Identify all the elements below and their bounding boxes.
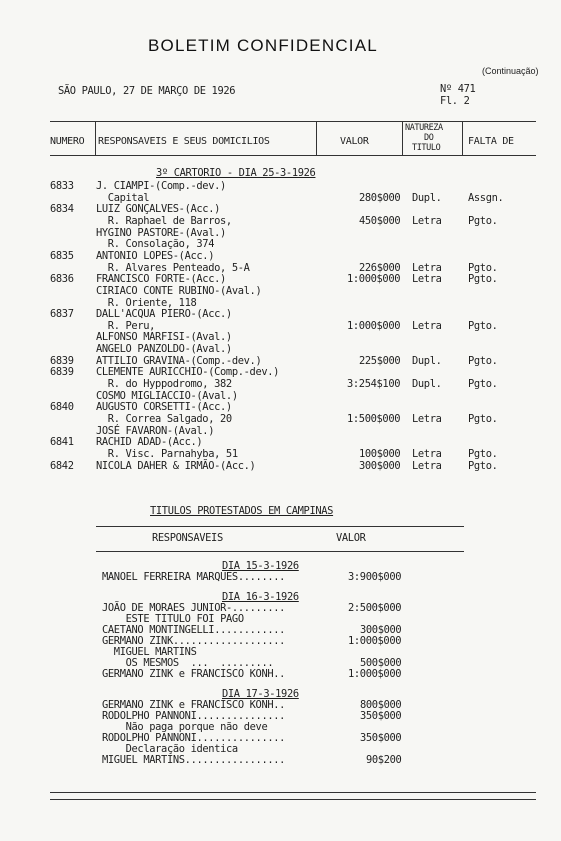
header-natureza-titulo: TITULO xyxy=(412,143,441,153)
entry-value: 1:500$000 xyxy=(347,413,401,425)
header-natureza: NATUREZA xyxy=(405,123,443,133)
entry-responsible: ALFONSO MARFISI-(Aval.) xyxy=(96,331,232,343)
entry-title-type: Dupl. xyxy=(412,192,442,204)
header-bottom-rule xyxy=(50,155,536,156)
entry-responsible: R. Peru, xyxy=(96,320,156,332)
entry-responsible: ANTONIO LOPES-(Acc.) xyxy=(96,250,215,262)
entry-value: 100$000 xyxy=(359,448,401,460)
entry-number: 6836 xyxy=(50,273,74,285)
campinas-col-responsaveis: RESPONSAVEIS xyxy=(152,532,223,544)
entry-value: 225$000 xyxy=(359,355,401,367)
campinas-entry: RODOLPHO PANNONI............... xyxy=(102,710,286,722)
campinas-date-heading: DIA 15-3-1926 xyxy=(222,560,299,572)
page-bottom-rule-2 xyxy=(50,799,536,800)
header-numero: NUMERO xyxy=(50,136,85,147)
entry-responsible: FRANCISCO FORTE-(Acc.) xyxy=(96,273,226,285)
entry-responsible: J. CIAMPI-(Comp.-dev.) xyxy=(96,180,226,192)
entry-number: 6839 xyxy=(50,355,74,367)
entry-responsible: AUGUSTO CORSETTI-(Acc.) xyxy=(96,401,232,413)
page-bottom-rule xyxy=(50,792,536,793)
entry-responsible: LUIZ GONÇALVES-(Acc.) xyxy=(96,203,221,215)
entry-reason: Pgto. xyxy=(468,355,498,367)
campinas-entry-value: 3:900$000 xyxy=(348,571,402,583)
entry-number: 6840 xyxy=(50,401,74,413)
campinas-entry: ESTE TITULO FOI PAGO xyxy=(102,613,244,625)
entry-title-type: Letra xyxy=(412,215,442,227)
entry-number: 6837 xyxy=(50,308,74,320)
entry-title-type: Letra xyxy=(412,262,442,274)
entry-reason: Pgto. xyxy=(468,413,498,425)
entry-responsible: RACHID ADAD-(Acc.) xyxy=(96,436,203,448)
entry-responsible: COSMO MIGLIACCIO-(Aval.) xyxy=(96,390,238,402)
section-title: 3º CARTORIO - DIA 25-3-1926 xyxy=(156,167,316,179)
campinas-entry-value: 2:500$000 xyxy=(348,602,402,614)
continuation-label: (Continuação) xyxy=(482,66,539,76)
entry-value: 300$000 xyxy=(359,460,401,472)
entry-number: 6833 xyxy=(50,180,74,192)
header-natureza-do: DO xyxy=(424,133,434,143)
campinas-entry: GERMANO ZINK e FRANCISCO KONH.. xyxy=(102,668,286,680)
entry-number: 6842 xyxy=(50,460,74,472)
campinas-title: TITULOS PROTESTADOS EM CAMPINAS xyxy=(150,505,334,517)
entry-title-type: Letra xyxy=(412,273,442,285)
entry-number: 6839 xyxy=(50,366,74,378)
entry-responsible: CLEMENTE AURICCHIO-(Comp.-dev.) xyxy=(96,366,280,378)
document-title: BOLETIM CONFIDENCIAL xyxy=(148,36,378,55)
campinas-entry: JOÃO DE MORAES JUNIOR-......... xyxy=(102,602,286,614)
entry-responsible: CIRIACO CONTE RUBINO-(Aval.) xyxy=(96,285,262,297)
entry-value: 3:254$100 xyxy=(347,378,401,390)
campinas-entry: Não paga porque não deve xyxy=(102,721,268,733)
campinas-entry-value: 800$000 xyxy=(360,699,402,711)
campinas-entry: GERMANO ZINK e FRANCISCO KONH.. xyxy=(102,699,286,711)
header-responsaveis: RESPONSAVEIS E SEUS DOMICILIOS xyxy=(98,136,270,147)
campinas-entry: MIGUEL MARTINS xyxy=(102,646,197,658)
entry-reason: Assgn. xyxy=(468,192,504,204)
campinas-entry: GERMANO ZINK................... xyxy=(102,635,286,647)
entry-value: 450$000 xyxy=(359,215,401,227)
place-date: SÃO PAULO, 27 DE MARÇO DE 1926 xyxy=(58,85,236,97)
campinas-entry: Declaração identica xyxy=(102,743,238,755)
header-top-rule xyxy=(50,121,536,122)
campinas-entry-value: 1:000$000 xyxy=(348,635,402,647)
campinas-entry-value: 350$000 xyxy=(360,710,402,722)
header-valor: VALOR xyxy=(340,136,369,147)
campinas-top-rule xyxy=(96,526,464,527)
entry-reason: Pgto. xyxy=(468,448,498,460)
campinas-date-heading: DIA 17-3-1926 xyxy=(222,688,299,700)
entry-responsible: DALL'ACQUA PIERO-(Acc.) xyxy=(96,308,232,320)
campinas-entry: OS MESMOS ... ......... xyxy=(102,657,274,669)
entry-value: 1:000$000 xyxy=(347,273,401,285)
column-divider xyxy=(402,122,403,155)
entry-responsible: ATTILIO GRAVINA-(Comp.-dev.) xyxy=(96,355,262,367)
bulletin-number: Nº 471 xyxy=(440,83,476,95)
campinas-entry-value: 300$000 xyxy=(360,624,402,636)
entry-reason: Pgto. xyxy=(468,378,498,390)
campinas-entry-value: 500$000 xyxy=(360,657,402,669)
entry-responsible: R. Oriente, 118 xyxy=(96,297,197,309)
entry-title-type: Letra xyxy=(412,320,442,332)
campinas-entry: CAETANO MONTINGELLI............ xyxy=(102,624,286,636)
campinas-date-heading: DIA 16-3-1926 xyxy=(222,591,299,603)
entry-number: 6834 xyxy=(50,203,74,215)
entry-responsible: HYGINO PASTORE-(Aval.) xyxy=(96,227,226,239)
entry-responsible: ANGELO PANZOLDO-(Aval.) xyxy=(96,343,232,355)
campinas-entry-value: 1:000$000 xyxy=(348,668,402,680)
entry-reason: Pgto. xyxy=(468,273,498,285)
entry-responsible: R. Alvares Penteado, 5-A xyxy=(96,262,250,274)
sheet-number: Fl. 2 xyxy=(440,95,470,107)
entry-reason: Pgto. xyxy=(468,320,498,332)
header-falta-de: FALTA DE xyxy=(468,136,514,147)
entry-value: 280$000 xyxy=(359,192,401,204)
entry-responsible: R. Raphael de Barros, xyxy=(96,215,232,227)
entry-title-type: Letra xyxy=(412,413,442,425)
campinas-entry: MIGUEL MARTINS................. xyxy=(102,754,286,766)
entry-reason: Pgto. xyxy=(468,460,498,472)
column-divider xyxy=(316,122,317,155)
entry-responsible: Capital xyxy=(96,192,150,204)
entry-title-type: Letra xyxy=(412,448,442,460)
entry-number: 6835 xyxy=(50,250,74,262)
campinas-entry-value: 350$000 xyxy=(360,732,402,744)
entry-responsible: JOSÉ FAVARON-(Aval.) xyxy=(96,425,215,437)
campinas-header-rule xyxy=(96,551,464,552)
entry-responsible: R. Consolação, 374 xyxy=(96,238,215,250)
entry-title-type: Dupl. xyxy=(412,378,442,390)
entry-title-type: Dupl. xyxy=(412,355,442,367)
entry-value: 1:000$000 xyxy=(347,320,401,332)
entry-responsible: NICOLA DAHER & IRMÃO-(Acc.) xyxy=(96,460,256,472)
column-divider xyxy=(462,122,463,155)
entry-reason: Pgto. xyxy=(468,215,498,227)
campinas-col-valor: VALOR xyxy=(336,532,366,544)
entry-responsible: R. do Hyppodromo, 382 xyxy=(96,378,232,390)
entry-title-type: Letra xyxy=(412,460,442,472)
entry-value: 226$000 xyxy=(359,262,401,274)
entry-responsible: R. Visc. Parnahyba, 51 xyxy=(96,448,238,460)
entry-number: 6841 xyxy=(50,436,74,448)
column-divider xyxy=(95,122,96,155)
campinas-entry-value: 90$200 xyxy=(366,754,402,766)
entry-responsible: R. Correa Salgado, 20 xyxy=(96,413,232,425)
campinas-entry: RODOLPHO PANNONI............... xyxy=(102,732,286,744)
entry-reason: Pgto. xyxy=(468,262,498,274)
campinas-entry: MANOEL FERREIRA MARQUES........ xyxy=(102,571,286,583)
